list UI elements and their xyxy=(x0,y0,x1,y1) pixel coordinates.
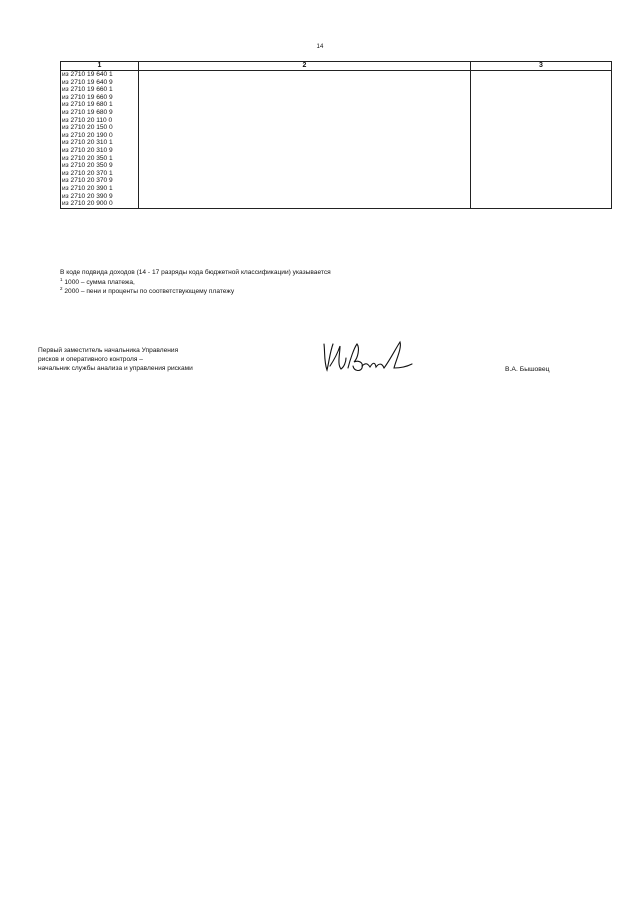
table-row xyxy=(61,86,612,94)
description-cell xyxy=(139,86,471,94)
footnote-intro: В коде подвида доходов (14 - 17 разряды кода бюджетной классификации) указывается xyxy=(60,269,331,276)
table-row xyxy=(61,94,612,102)
position-line-3: начальник службы анализа и управления рисками xyxy=(38,364,193,372)
code-cell: из 2710 20 310 9 xyxy=(61,147,139,155)
column-header-3: 3 xyxy=(471,62,612,71)
value-cell xyxy=(471,139,612,147)
table-row xyxy=(61,79,612,87)
footnote-2-text: 2000 – пени и проценты по соответствующему платежу xyxy=(64,288,235,296)
description-cell xyxy=(139,117,471,125)
table-row xyxy=(61,170,612,178)
code-cell: из 2710 20 370 9 xyxy=(61,177,139,185)
footnote-2-marker: 2 xyxy=(60,286,63,292)
value-cell xyxy=(471,147,612,155)
value-cell xyxy=(471,86,612,94)
value-cell xyxy=(471,200,612,208)
table-body xyxy=(61,71,612,209)
code-cell: из 2710 20 900 0 xyxy=(61,200,139,208)
table-row xyxy=(61,177,612,185)
code-cell: из 2710 20 110 0 xyxy=(61,117,139,125)
footnote-2 xyxy=(60,287,331,297)
code-cell: из 2710 20 350 1 xyxy=(61,155,139,163)
code-cell: из 2710 19 640 9 xyxy=(61,79,139,87)
footnote-1 xyxy=(60,278,331,288)
description-cell xyxy=(139,139,471,147)
table-row xyxy=(61,200,612,208)
table-row xyxy=(61,124,612,132)
code-cell: из 2710 20 390 9 xyxy=(61,193,139,201)
value-cell xyxy=(471,132,612,140)
description-cell xyxy=(139,177,471,185)
value-cell xyxy=(471,162,612,170)
value-cell xyxy=(471,71,612,79)
code-cell: из 2710 20 310 1 xyxy=(61,139,139,147)
table-row xyxy=(61,155,612,163)
code-cell: из 2710 19 660 1 xyxy=(61,86,139,94)
value-cell xyxy=(471,109,612,117)
code-cell: из 2710 19 660 9 xyxy=(61,94,139,102)
table-row xyxy=(61,71,612,79)
description-cell xyxy=(139,132,471,140)
value-cell xyxy=(471,193,612,201)
description-cell xyxy=(139,79,471,87)
description-cell xyxy=(139,147,471,155)
table-row xyxy=(61,109,612,117)
codes-table xyxy=(60,61,612,209)
code-cell: из 2710 20 350 9 xyxy=(61,162,139,170)
description-cell xyxy=(139,200,471,208)
footnote-1-text: 1000 – сумма платежа, xyxy=(64,278,135,286)
value-cell xyxy=(471,79,612,87)
column-header-1: 1 xyxy=(61,62,139,71)
description-cell xyxy=(139,155,471,163)
value-cell xyxy=(471,94,612,102)
table-row xyxy=(61,132,612,140)
value-cell xyxy=(471,155,612,163)
table-row xyxy=(61,139,612,147)
code-cell: из 2710 19 640 1 xyxy=(61,71,139,79)
table-row xyxy=(61,162,612,170)
table-row xyxy=(61,193,612,201)
column-header-2: 2 xyxy=(139,62,471,71)
code-cell: из 2710 19 680 1 xyxy=(61,101,139,109)
value-cell xyxy=(471,177,612,185)
table-header-row xyxy=(61,62,612,71)
description-cell xyxy=(139,101,471,109)
code-cell: из 2710 20 190 0 xyxy=(61,132,139,140)
table-row xyxy=(61,185,612,193)
description-cell xyxy=(139,109,471,117)
description-cell xyxy=(139,185,471,193)
description-cell xyxy=(139,94,471,102)
footnote-1-marker: 1 xyxy=(60,276,63,282)
value-cell xyxy=(471,170,612,178)
description-cell xyxy=(139,193,471,201)
position-line-2: рисков и оперативного контроля – xyxy=(38,355,143,363)
description-cell xyxy=(139,170,471,178)
page-number: 14 xyxy=(316,44,324,50)
value-cell xyxy=(471,185,612,193)
description-cell xyxy=(139,162,471,170)
code-cell: из 2710 20 390 1 xyxy=(61,185,139,193)
signatory-position xyxy=(38,347,193,373)
table-row xyxy=(61,117,612,125)
table-row xyxy=(61,147,612,155)
table-row xyxy=(61,101,612,109)
footnotes xyxy=(60,268,331,297)
code-cell: из 2710 20 370 1 xyxy=(61,170,139,178)
description-cell xyxy=(139,71,471,79)
description-cell xyxy=(139,124,471,132)
code-cell: из 2710 20 150 0 xyxy=(61,124,139,132)
value-cell xyxy=(471,124,612,132)
value-cell xyxy=(471,117,612,125)
handwritten-signature xyxy=(318,338,418,378)
signatory-name: В.А. Бышовец xyxy=(505,366,550,373)
value-cell xyxy=(471,101,612,109)
position-line-1: Первый заместитель начальника Управления xyxy=(38,347,179,354)
code-cell: из 2710 19 680 9 xyxy=(61,109,139,117)
